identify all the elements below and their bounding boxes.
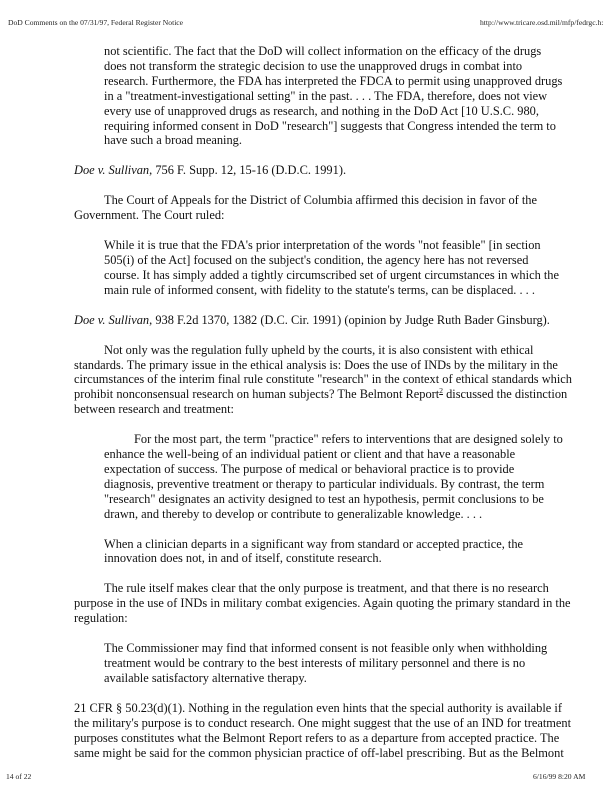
case-name: Doe v. Sullivan [74, 312, 150, 327]
document-url: http://www.tricare.osd.mil/mfp/fedrgc.h: [480, 18, 604, 27]
document-body [74, 44, 574, 760]
citation-detail: , 938 F.2d 1370, 1382 (D.C. Cir. 1991) (opinion by Judge Ruth Bader Ginsburg). [149, 312, 550, 327]
blockquote-belmont-practice: For the most part, the term "practice" refers to interventions that are designed solely to enhance the well-being of an individual patient or client and that have a reasonable expectation of success. The purpose of medical or behavioral practice is to provide diagnosis, preventive treatment or therapy to particular individuals. By contrast, the term "research" designates an activity designed to test an hypothesis, permit conclusions to be drawn, and thereby to develop or contribute to generalizable knowledge. . . . [104, 432, 563, 521]
citation-district-court [74, 163, 574, 178]
paragraph-rule-purpose: The rule itself makes clear that the only purpose is treatment, and that there is no research purpose in the use of INDs in military combat exigencies. Again quoting the primary standard in the regulation: [74, 581, 571, 626]
print-timestamp: 6/16/99 8:20 AM [533, 772, 586, 781]
paragraph-text: discussed the distinction between research and treatment: [74, 387, 568, 417]
blockquote-regulation: The Commissioner may find that informed consent is not feasible only when withholding treatment would be contrary to the best interests of military personnel and there is no available satisfactory alternative therapy. [104, 641, 548, 685]
footnote-link[interactable]: 2 [439, 386, 443, 396]
citation-detail: , 756 F. Supp. 12, 15-16 (D.D.C. 1991). [149, 163, 347, 178]
blockquote-district-court: not scientific. The fact that the DoD will collect information on the efficacy of the drugs does not transform the strategic decision to use the unapproved drugs in combat into research. Furthermore, the FDA has interpreted the FDCA to permit using unapproved drugs in a "treatment-investigational setting" in the past. . . . The FDA, therefore, does not view every use of unapproved drugs as research, and nothing in the DoD Act [10 U.S.C. 980, requiring informed consent in DoD "research"] suggests that Congress intended the term to have such a broad meaning. [104, 44, 563, 148]
citation-appeals [74, 313, 574, 328]
blockquote-belmont-clinician: When a clinician departs in a significant way from standard or accepted practice, the innovation does not, in and of itself, constitute research. [104, 536, 524, 566]
case-name: Doe v. Sullivan [74, 163, 150, 178]
blockquote-court-of-appeals: While it is true that the FDA's prior interpretation of the words "not feasible" [in section 505(i) of the Act] focused on the subject's condition, the agency here has not reversed course. It has simply added a tightly circumscribed set of urgent circumstances in which the main rule of informed consent, with fidelity to the statute's terms, can be displaced. . . . [104, 238, 559, 297]
paragraph-court-of-appeals: The Court of Appeals for the District of Columbia affirmed this decision in favor of the Government. The Court ruled: [74, 193, 537, 223]
document-title: DoD Comments on the 07/31/97, Federal Register Notice [8, 18, 184, 27]
paragraph-cfr: 21 CFR § 50.23(d)(1). Nothing in the regulation even hints that the special authority is available if the military's purpose is to conduct research. One might suggest that the use of an IND for treatment purposes constitutes what the Belmont Report refers to as a departure from accepted practice. The same might be said for the common physician practice of off-label prescribing. But as the Belmont [74, 700, 572, 760]
page-number: 14 of 22 [6, 772, 32, 781]
paragraph-ethical-standards [74, 343, 574, 418]
paragraph-text: Not only was the regulation fully upheld by the courts, it is also consistent with ethical standards. The primary issue in the ethical analysis is: Does the use of INDs by the military in the circumstances of the interim final rule constitute "research" in the context of ethical standards which prohibit nonconsensual research on human subjects? The Belmont Report [74, 342, 572, 402]
